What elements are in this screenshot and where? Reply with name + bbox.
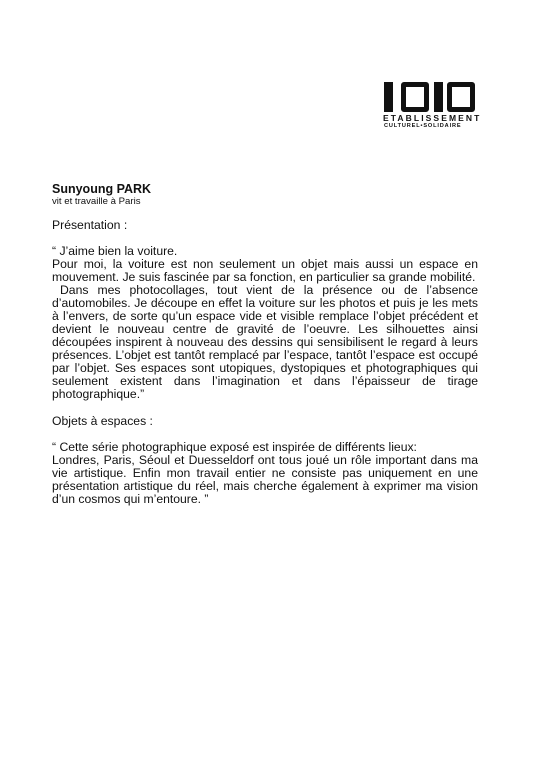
presentation-paragraph-2: Pour moi, la voiture est non seulement un objet mais aussi un espace en mouvement. Je suis fascinée par sa fonction, en particulier sa grande mobilité. [52, 257, 478, 284]
logo-bar-middle [434, 82, 443, 112]
logo-mark [383, 82, 475, 112]
presentation-heading: Présentation : [52, 218, 128, 232]
logo-bar [384, 82, 393, 112]
objets-paragraph-2: Londres, Paris, Séoul et Duesseldorf ont tous joué un rôle important dans ma vie artistique. Enfin mon travail entier ne consiste pas uniquement en une présentation artistique du réel, mais cherche également à exprimer ma vision d’un cosmos qui m’entoure. ” [52, 453, 478, 506]
logo-text-culturel-solidaire: CULTUREL•SOLIDAIRE [384, 123, 462, 129]
presentation-paragraph-1: “ J’aime bien la voiture. [52, 244, 178, 258]
document-body [52, 182, 478, 506]
logo-ring-right [447, 82, 475, 112]
logo [383, 82, 483, 129]
artist-subtitle: vit et travaille à Paris [52, 196, 141, 207]
objets-heading: Objets à espaces : [52, 414, 153, 428]
logo-text-etablissement: ETABLISSEMENT [383, 113, 482, 123]
logo-ring-left [401, 82, 429, 112]
objets-paragraph-1: “ Cette série photographique exposé est inspirée de différents lieux: [52, 440, 417, 454]
artist-name: Sunyoung PARK [52, 182, 152, 196]
presentation-paragraph-3: Dans mes photocollages, tout vient de la présence ou de l’absence d’automobiles. Je découpe en effet la voiture sur les photos et puis je les mets à l’envers, de sorte qu’un espace vide et visible remplace l’objet précédent et devient le nouveau centre de gravité de l’oeuvre. Les silhouettes ainsi découpées inspirent à nouveau des dessins qui sensibilisent le regard à leurs présences. L’objet est tantôt remplacé par l’espace, tantôt l’espace est occupé par l’objet. Ses espaces sont utopiques, dystopiques et photographiques qui seulement existent dans l’imagination et dans l’épaisseur de tirage photographique.” [52, 283, 478, 401]
